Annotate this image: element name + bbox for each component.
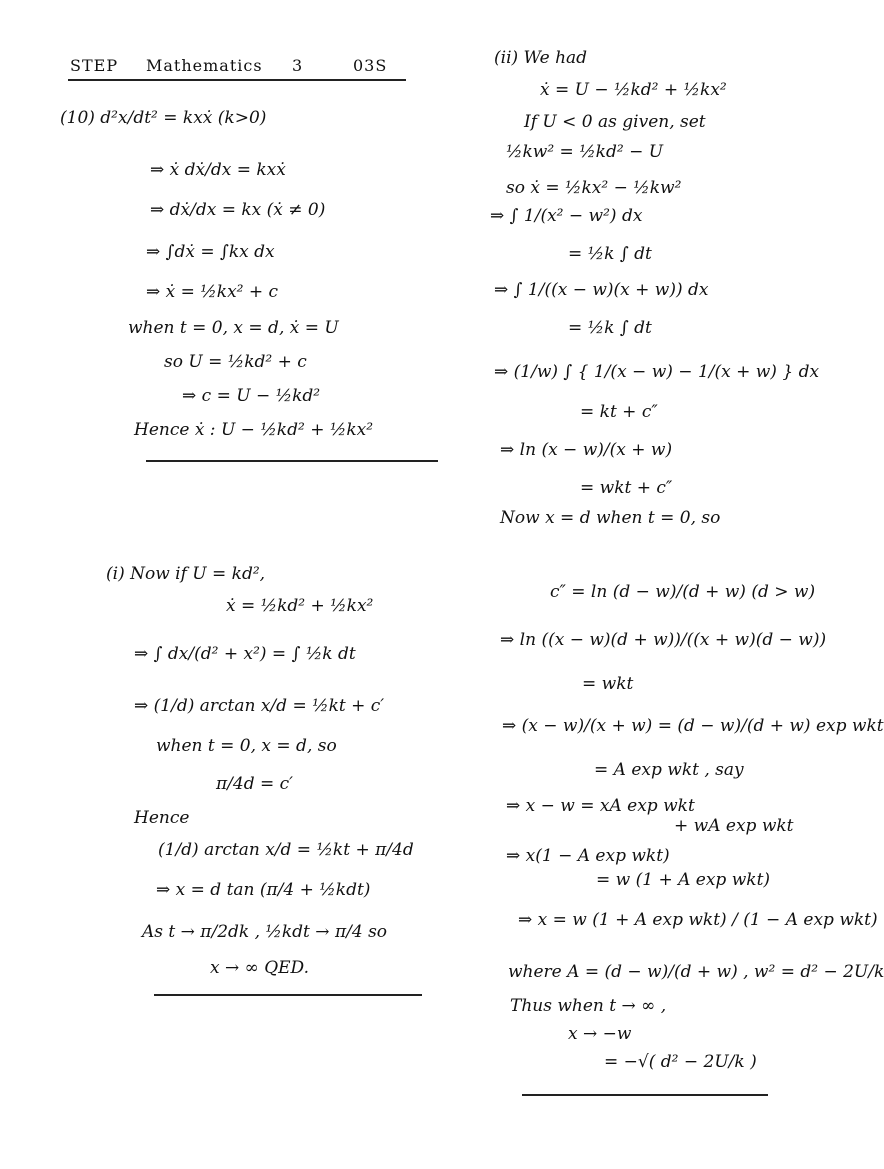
left-top-line: (10) d²x/dt² = kxẋ (k>0)	[60, 108, 267, 128]
right-bottom-line: ⇒ x − w = xA exp wkt	[506, 796, 695, 816]
right-top-line: ⇒ ∫ 1/((x − w)(x + w)) dx	[494, 280, 709, 300]
right-bottom-line: where A = (d − w)/(d + w) , w² = d² − 2U/k	[508, 962, 884, 982]
right-top-line: Now x = d when t = 0, so	[500, 508, 721, 528]
right-bottom-line: ⇒ (x − w)/(x + w) = (d − w)/(d + w) exp wkt	[502, 716, 884, 736]
left-top-line: when t = 0, x = d, ẋ = U	[128, 318, 339, 338]
header-paper: 3	[292, 56, 304, 75]
right-bottom-line: c″ = ln (d − w)/(d + w) (d > w)	[550, 582, 816, 602]
header-subject: Mathematics	[146, 56, 263, 75]
right-top-line: so ẋ = ½kx² − ½kw²	[506, 178, 682, 198]
left-bottom-line: As t → π/2dk , ½kdt → π/4 so	[142, 922, 388, 942]
right-bottom-line: ⇒ ln ((x − w)(d + w))/((x + w)(d − w))	[500, 630, 827, 650]
left-top-line: so U = ½kd² + c	[164, 352, 307, 372]
left-bottom-line: ⇒ x = d tan (π/4 + ½kdt)	[156, 880, 371, 900]
right-top-line: = ½k ∫ dt	[568, 244, 652, 264]
right-bottom-line: = −√( d² − 2U/k )	[604, 1052, 757, 1072]
right-top-line: = wkt + c″	[580, 478, 673, 498]
right-bottom-line: = A exp wkt , say	[594, 760, 744, 780]
section-divider	[522, 1094, 768, 1096]
header-exam: STEP	[70, 56, 119, 75]
right-bottom-line: x → −w	[568, 1024, 632, 1044]
section-divider	[146, 460, 438, 462]
right-bottom-line: Thus when t → ∞ ,	[510, 996, 667, 1016]
left-top-line: ⇒ c = U − ½kd²	[182, 386, 321, 406]
left-bottom-line: Hence	[134, 808, 190, 828]
right-bottom-line: + wA exp wkt	[674, 816, 794, 836]
left-bottom-line: when t = 0, x = d, so	[156, 736, 337, 756]
left-bottom-line: π/4d = c′	[216, 774, 294, 794]
left-bottom-line: ⇒ ∫ dx/(d² + x²) = ∫ ½k dt	[134, 644, 356, 664]
right-top-line: ½kw² = ½kd² − U	[506, 142, 664, 162]
left-bottom-line: (i) Now if U = kd²,	[106, 564, 266, 584]
left-bottom-line: (1/d) arctan x/d = ½kt + π/4d	[158, 840, 414, 860]
section-divider	[154, 994, 422, 996]
right-top-line: ⇒ ln (x − w)/(x + w)	[500, 440, 673, 460]
header-year-code: 03S	[353, 56, 388, 75]
left-bottom-line: ⇒ (1/d) arctan x/d = ½kt + c′	[134, 696, 385, 716]
right-top-line: (ii) We had	[494, 48, 588, 68]
right-bottom-line: ⇒ x(1 − A exp wkt)	[506, 846, 670, 866]
right-bottom-line: ⇒ x = w (1 + A exp wkt) / (1 − A exp wkt)	[518, 910, 878, 930]
left-top-line: ⇒ dẋ/dx = kx (ẋ ≠ 0)	[150, 200, 326, 220]
right-top-line: = kt + c″	[580, 402, 658, 422]
left-top-line: ⇒ ẋ = ½kx² + c	[146, 282, 279, 302]
right-top-line: ⇒ ∫ 1/(x² − w²) dx	[490, 206, 643, 226]
right-top-line: ⇒ (1/w) ∫ { 1/(x − w) − 1/(x + w) } dx	[494, 362, 820, 382]
left-bottom-line: x → ∞ QED.	[210, 958, 309, 978]
left-top-line: Hence ẋ : U − ½kd² + ½kx²	[134, 420, 374, 440]
left-top-line: ⇒ ẋ dẋ/dx = kxẋ	[150, 160, 286, 180]
left-bottom-line: ẋ = ½kd² + ½kx²	[226, 596, 374, 616]
right-bottom-line: = w (1 + A exp wkt)	[596, 870, 771, 890]
right-bottom-line: = wkt	[582, 674, 634, 694]
header-underline	[68, 79, 406, 81]
right-top-line: If U < 0 as given, set	[524, 112, 706, 132]
right-top-line: = ½k ∫ dt	[568, 318, 652, 338]
right-top-line: ẋ = U − ½kd² + ½kx²	[540, 80, 727, 100]
left-top-line: ⇒ ∫dẋ = ∫kx dx	[146, 242, 275, 262]
